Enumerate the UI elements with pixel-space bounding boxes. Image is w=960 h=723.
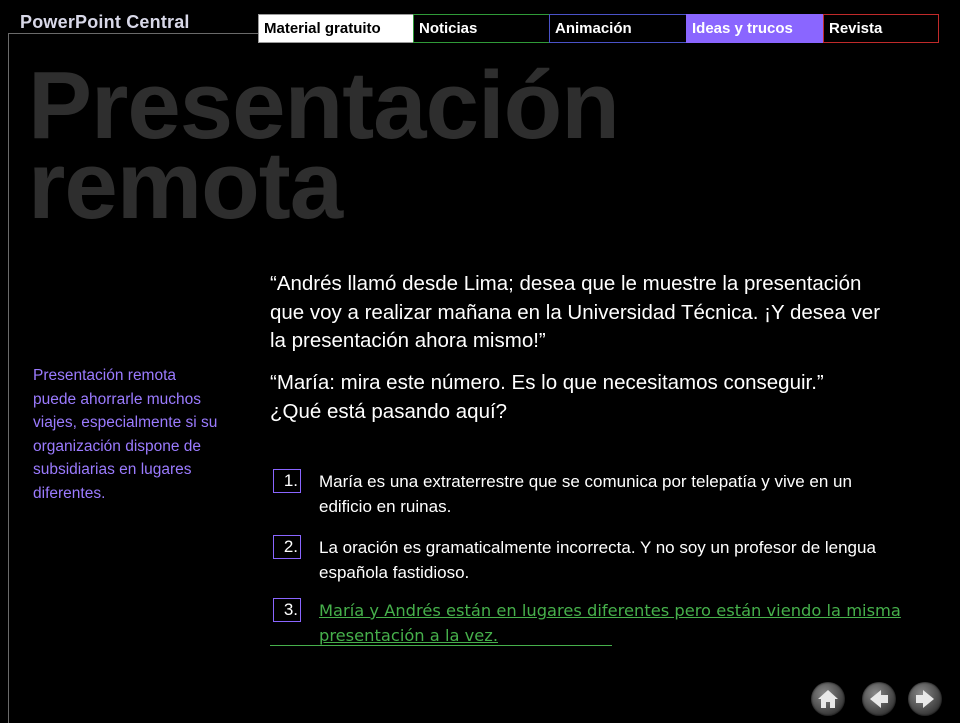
slide-title	[28, 52, 619, 239]
option-link-text[interactable]: María y Andrés están en lugares diferentes pero están viendo la misma presentación a la vez.	[319, 601, 901, 645]
option-number[interactable]: 3.	[273, 598, 301, 622]
home-icon	[811, 682, 845, 716]
quote-maria-text: “María: mira este número. Es lo que necesitamos conseguir.”	[270, 371, 824, 394]
top-nav-tabs	[258, 14, 938, 43]
tab-animacion[interactable]: Animación	[549, 14, 687, 43]
brand-title: PowerPoint Central	[20, 12, 190, 32]
forward-button[interactable]	[908, 682, 942, 716]
tab-ideas-y-trucos[interactable]: Ideas y trucos	[686, 14, 824, 43]
tab-material-gratuito[interactable]: Material gratuito	[258, 14, 414, 43]
home-button[interactable]	[811, 682, 845, 716]
answer-underline	[270, 645, 612, 646]
arrow-right-icon	[908, 682, 942, 716]
slide-title-line1: Presentación	[28, 52, 619, 159]
option-number[interactable]: 2.	[273, 535, 301, 559]
option-text[interactable]: María es una extraterrestre que se comunica por telepatía y vive en un edificio en ruinas.	[319, 472, 852, 516]
option-number[interactable]: 1.	[273, 469, 301, 493]
side-note: Presentación remota puede ahorrarle muchos viajes, especialmente si su organización dispone de subsidiarias en lugares diferentes.	[33, 367, 218, 502]
option-text[interactable]: La oración es gramaticalmente incorrecta. Y no soy un profesor de lengua española fastidioso.	[319, 538, 876, 582]
frame-divider-left	[8, 33, 9, 723]
quote-andres: “Andrés llamó desde Lima; desea que le muestre la presentación que voy a realizar mañana en la Universidad Técnica. ¡Y desea ver la presentación ahora mismo!”	[270, 272, 881, 352]
back-button[interactable]	[862, 682, 896, 716]
quote-maria	[270, 369, 890, 426]
tab-revista[interactable]: Revista	[823, 14, 939, 43]
slide-title-line2: remota	[28, 132, 343, 239]
frame-divider-top	[8, 33, 258, 34]
tab-noticias[interactable]: Noticias	[413, 14, 550, 43]
question-text: ¿Qué está pasando aquí?	[270, 399, 508, 423]
arrow-left-icon	[862, 682, 896, 716]
